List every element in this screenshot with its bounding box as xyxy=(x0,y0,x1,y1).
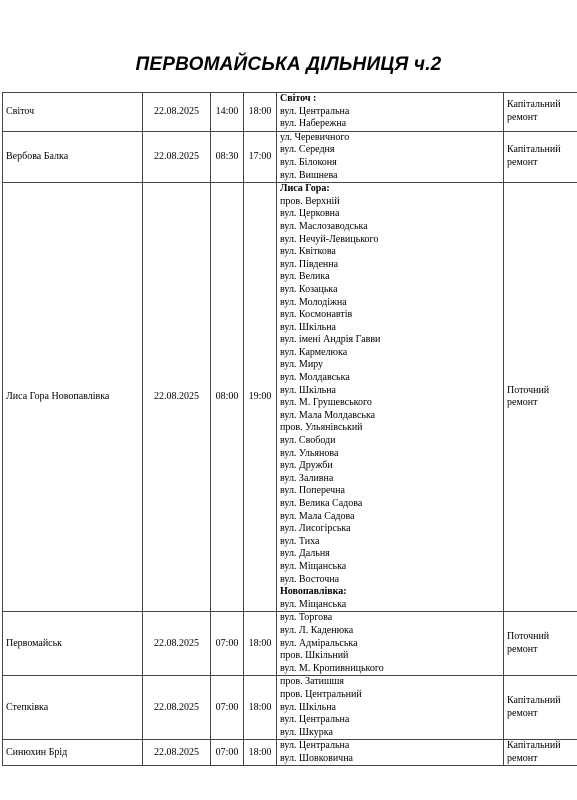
start-time-cell: 14:00 xyxy=(211,93,244,132)
street-name: вул. Велика xyxy=(280,271,330,283)
street-name: пров. Верхній xyxy=(280,195,340,207)
date-cell: 22.08.2025 xyxy=(143,131,211,182)
street-name: пров. Затишшя xyxy=(280,676,344,688)
street-name: вул. Центральна xyxy=(280,714,350,726)
street-name: вул. Космонавтів xyxy=(280,309,353,321)
street-name: вул. М. Кропивницького xyxy=(280,662,384,674)
street-name: вул. Мала Садова xyxy=(280,510,355,522)
date-cell: 22.08.2025 xyxy=(143,612,211,676)
table-row xyxy=(3,676,577,740)
street-name: вул. Вишнева xyxy=(280,169,338,181)
street-name: пров. Ульянівський xyxy=(280,422,363,434)
street-name: вул. Миру xyxy=(280,359,324,371)
settlement-cell: Світоч xyxy=(3,93,143,132)
street-name: вул. Центральна xyxy=(280,740,350,752)
street-name: вул. Набережна xyxy=(280,118,347,130)
street-name: вул. Молдавська xyxy=(280,372,350,384)
date-cell: 22.08.2025 xyxy=(143,740,211,766)
date-cell: 22.08.2025 xyxy=(143,676,211,740)
locality-heading: Лиса Гора: xyxy=(280,183,330,195)
work-type-cell: Поточний ремонт xyxy=(504,183,577,612)
end-time-cell: 18:00 xyxy=(244,676,277,740)
street-name: вул. Нечуй-Левицького xyxy=(280,233,379,245)
page-title: ПЕРВОМАЙСЬКА ДІЛЬНИЦЯ ч.2 xyxy=(135,54,442,75)
street-name: вул. Шкільна xyxy=(280,321,336,333)
street-name: вул. Торгова xyxy=(280,612,333,624)
street-name: вул. Кармелюка xyxy=(280,346,348,358)
start-time-cell: 07:00 xyxy=(211,740,244,766)
streets-cell xyxy=(277,93,504,132)
streets-cell xyxy=(277,740,504,766)
table-row xyxy=(3,183,577,612)
street-name: вул. Дальня xyxy=(280,548,330,560)
street-name: вул. Міщанська xyxy=(280,598,347,610)
work-type-cell: Капітальний ремонт xyxy=(504,740,577,766)
street-name: вул. Мала Молдавська xyxy=(280,409,376,421)
start-time-cell: 07:00 xyxy=(211,676,244,740)
street-name: вул. імені Андрія Гавви xyxy=(280,334,381,346)
date-cell: 22.08.2025 xyxy=(143,93,211,132)
street-name: вул. Адміральська xyxy=(280,637,358,649)
street-name: вул. Свободи xyxy=(280,435,336,447)
work-type-cell: Капітальний ремонт xyxy=(504,93,577,132)
start-time-cell: 08:30 xyxy=(211,131,244,182)
schedule-body xyxy=(3,93,577,766)
street-name: вул. Середня xyxy=(280,144,335,156)
street-name: вул. Церковна xyxy=(280,208,340,220)
street-name: вул. Шкурка xyxy=(280,726,333,738)
street-name: вул. Квіткова xyxy=(280,246,336,258)
start-time-cell: 08:00 xyxy=(211,183,244,612)
streets-cell xyxy=(277,183,504,612)
street-name: вул. Шкільна xyxy=(280,701,336,713)
street-name: пров. Центральний xyxy=(280,688,362,700)
table-row xyxy=(3,93,577,132)
settlement-cell: Лиса Гора Новопавлівка xyxy=(3,183,143,612)
settlement-cell: Первомайськ xyxy=(3,612,143,676)
end-time-cell: 18:00 xyxy=(244,740,277,766)
outage-schedule-table xyxy=(2,92,577,766)
street-name: вул. Козацька xyxy=(280,283,338,295)
street-name: вул. Лисогірська xyxy=(280,523,351,535)
table-row xyxy=(3,131,577,182)
end-time-cell: 17:00 xyxy=(244,131,277,182)
date-cell: 22.08.2025 xyxy=(143,183,211,612)
end-time-cell: 18:00 xyxy=(244,93,277,132)
locality-heading: Новопавлівка: xyxy=(280,586,347,598)
street-name: вул. М. Грушевського xyxy=(280,397,372,409)
street-name: вул. Дружби xyxy=(280,460,333,472)
street-name: вул. Південна xyxy=(280,258,339,270)
settlement-cell: Вербова Балка xyxy=(3,131,143,182)
street-name: вул. Шовковична xyxy=(280,752,353,764)
table-row xyxy=(3,612,577,676)
street-name: вул. Восточна xyxy=(280,573,340,585)
streets-cell xyxy=(277,676,504,740)
street-name: вул. Велика Садова xyxy=(280,498,363,509)
streets-cell xyxy=(277,612,504,676)
street-name: вул. Ульянова xyxy=(280,447,339,459)
locality-heading: Світоч : xyxy=(280,93,317,104)
settlement-cell: Степківка xyxy=(3,676,143,740)
street-name: вул. Л. Каденюка xyxy=(280,624,354,636)
start-time-cell: 07:00 xyxy=(211,612,244,676)
streets-cell xyxy=(277,131,504,182)
street-name: вул. Білоконя xyxy=(280,156,337,168)
end-time-cell: 18:00 xyxy=(244,612,277,676)
street-name: вул. Центральна xyxy=(280,105,350,117)
street-name: вул. Поперечна xyxy=(280,485,345,497)
work-type-cell: Капітальний ремонт xyxy=(504,131,577,182)
street-name: вул. Заливна xyxy=(280,472,334,484)
street-name: вул. Тиха xyxy=(280,535,320,547)
street-name: пров. Шкільний xyxy=(280,650,349,662)
settlement-cell: Синюхин Брід xyxy=(3,740,143,766)
street-name: вул. Молодіжна xyxy=(280,296,347,308)
street-name: вул. Маслозаводська xyxy=(280,220,368,232)
work-type-cell: Поточний ремонт xyxy=(504,612,577,676)
end-time-cell: 19:00 xyxy=(244,183,277,612)
table-row xyxy=(3,740,577,766)
work-type-cell: Капітальний ремонт xyxy=(504,676,577,740)
street-name: вул. Міщанська xyxy=(280,560,347,572)
street-name: вул. Шкільна xyxy=(280,384,336,396)
street-name: ул. Черевичного xyxy=(280,131,350,143)
